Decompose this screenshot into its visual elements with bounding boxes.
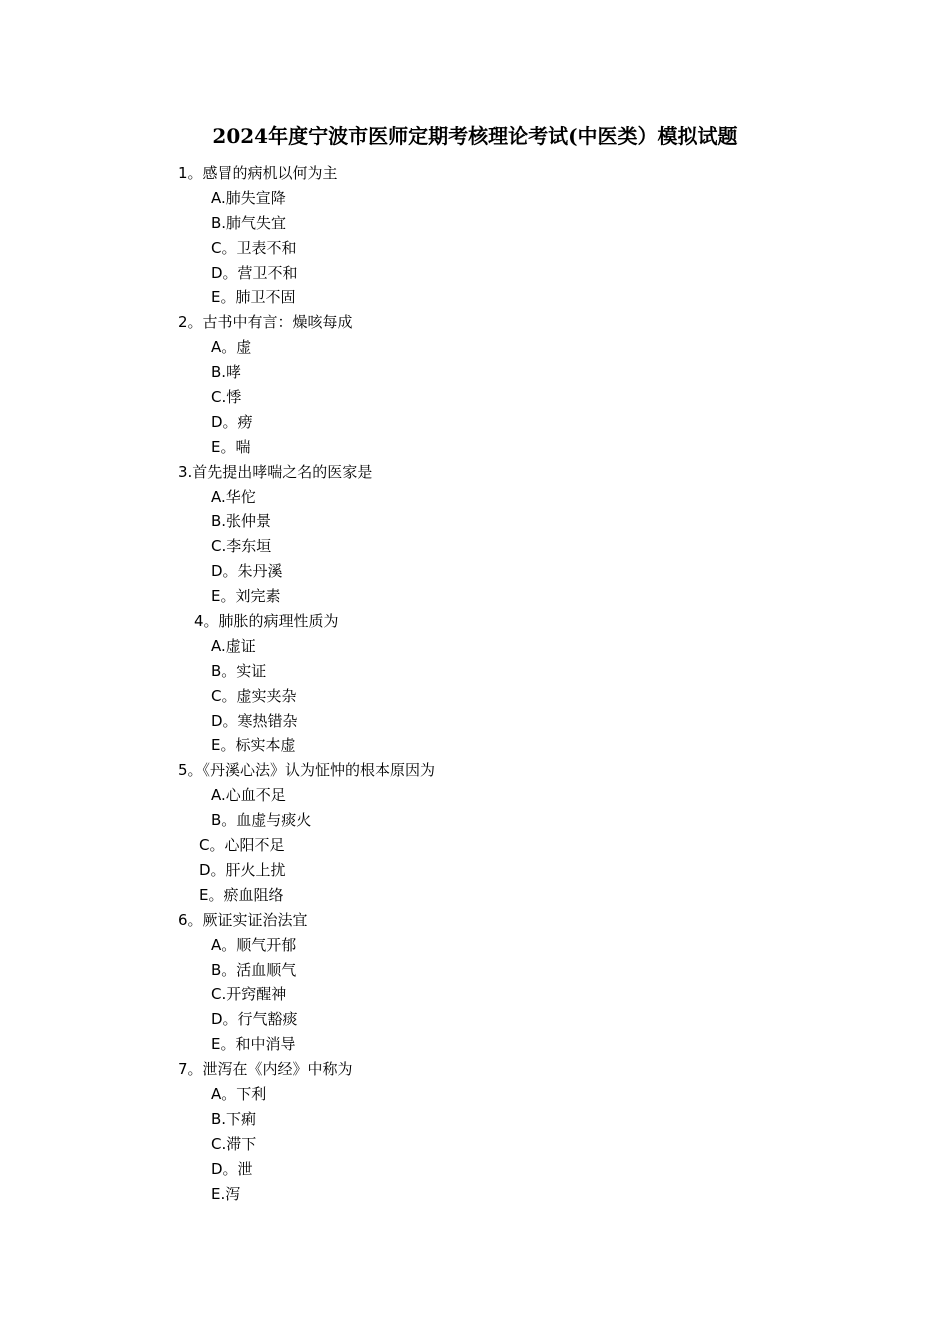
question-stem: 7。泄泻在《内经》中称为 <box>178 1060 353 1079</box>
question-option: C.滞下 <box>211 1134 257 1153</box>
question-option: D。行气豁痰 <box>211 1010 298 1029</box>
question-option: C。虚实夹杂 <box>211 686 297 705</box>
question-option: E。喘 <box>211 437 251 456</box>
question-stem: 4。肺胀的病理性质为 <box>194 612 339 631</box>
question-option: C.悸 <box>211 388 242 407</box>
question-option: D。寒热错杂 <box>211 711 298 730</box>
question-option: E。瘀血阻络 <box>199 885 284 904</box>
question-stem: 6。厥证实证治法宜 <box>178 910 308 929</box>
document-title: 2024年度宁波市医师定期考核理论考试(中医类）模拟试题 <box>212 124 738 148</box>
question-option: E。和中消导 <box>211 1035 296 1054</box>
question-option: E.泻 <box>211 1184 241 1203</box>
question-option: A。顺气开郁 <box>211 935 297 954</box>
question-option: C.李东垣 <box>211 537 272 556</box>
question-stem: 3.首先提出哮喘之名的医家是 <box>178 462 373 481</box>
question-option: B.下痢 <box>211 1109 257 1128</box>
question-option: E。刘完素 <box>211 587 281 606</box>
question-option: D。营卫不和 <box>211 263 298 282</box>
question-option: B。实证 <box>211 661 267 680</box>
question-option: A.肺失宣降 <box>211 188 286 207</box>
question-stem: 2。古书中有言：燥咳每成 <box>178 313 353 332</box>
question-option: B。血虚与痰火 <box>211 811 312 830</box>
question-option: A。虚 <box>211 338 252 357</box>
question-stem: 5。《丹溪心法》认为怔忡的根本原因为 <box>178 761 436 780</box>
question-option: D。朱丹溪 <box>211 562 283 581</box>
question-option: B.肺气失宜 <box>211 213 287 232</box>
question-option: D。泄 <box>211 1159 253 1178</box>
question-stem: 1。感冒的病机以何为主 <box>178 164 338 182</box>
question-option: C.开窍醒神 <box>211 985 287 1004</box>
question-option: E。标实本虚 <box>211 736 296 755</box>
question-list <box>0 161 950 1206</box>
question-option: D。肝火上扰 <box>199 860 286 879</box>
question-option: A.虚证 <box>211 636 256 655</box>
question-option: A.心血不足 <box>211 786 286 805</box>
question-option: E。肺卫不固 <box>211 288 296 307</box>
question-option: A.华佗 <box>211 487 256 506</box>
question-option: C。卫表不和 <box>211 238 297 257</box>
question-option: A。下利 <box>211 1084 267 1103</box>
question-option: B。活血顺气 <box>211 960 297 979</box>
question-option: B.张仲景 <box>211 512 272 531</box>
question-option: C。心阳不足 <box>199 836 285 855</box>
question-option: B.哮 <box>211 363 242 382</box>
question-option: D。痨 <box>211 412 253 431</box>
